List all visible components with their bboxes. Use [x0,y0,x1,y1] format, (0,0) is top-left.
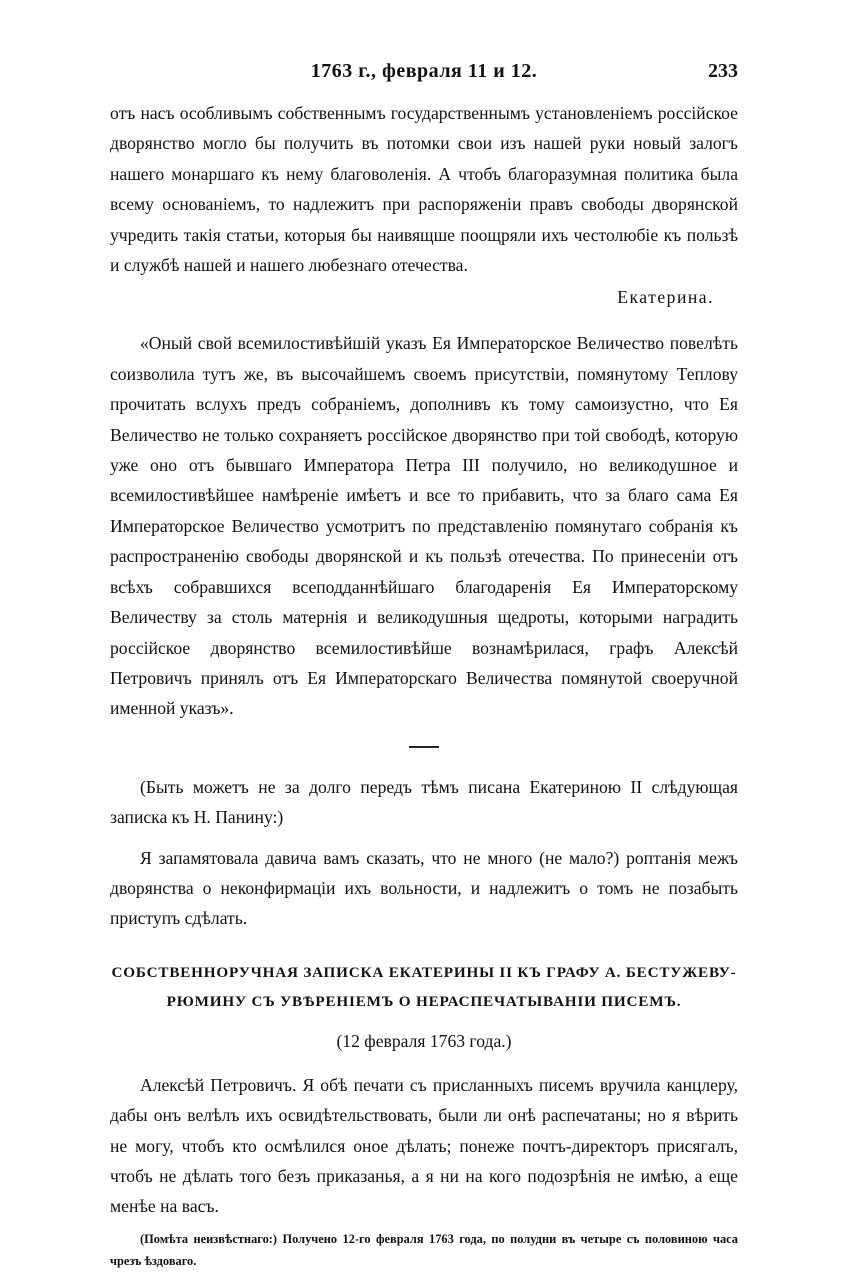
paragraph-panin-note: Я запамятовала давича вамъ сказать, что не много (не мало?) роптанія межъ дворянства о неконфирмаціи ихъ вольности, и надлежитъ о томъ не позабыть приступъ сдѣлать. [110,847,738,929]
signature: Екатерина. [617,287,714,308]
paragraph-letter-body: Алексѣй Петровичъ. Я обѣ печати съ присланныхъ писемъ вручила канцлеру, дабы онъ велѣлъ ихъ освидѣтельствовать, были ли онѣ распечатаны; но я вѣрить не могу, чтобъ кто осмѣлился оное дѣлать; понеже почтъ-директоръ присягалъ, чтобъ не дѣлать того безъ приказанья, а я ни на кого подозрѣнія не имѣю, а еще менѣе на васъ. [110,1074,738,1217]
section-divider [409,746,439,748]
paragraph-decree-quote: «Оный свой всемилостивѣйшій указъ Ея Императорское Величество повелѣть соизволила тутъ же, въ высочайшемъ своемъ присутствіи, помянутому Теплову прочитать вслухъ предъ собраніемъ, дополнивъ къ тому самоизустно, что Ея Величество не только сохраняетъ россійское дворянство при той свободѣ, которую уже оно отъ бывшаго Императора Петра III получило, но великодушное и всемилостивѣйшее намѣреніе имѣетъ и все то прибавить, что за благо сама Ея Императорское Величество усмотритъ по представленію помянутаго собранія къ распространенію свободы дворянской и къ пользѣ отечества. По принесеніи отъ всѣхъ собравшихся всеподданнѣйшаго благодаренія Ея Императорскому Величеству за столь матернія и великодушныя щедроты, которыми наградить россійское дворянство всемилостивѣйше вознамѣрилася, графъ Алексѣй Петровичъ принялъ отъ Ея Императорскаго Величества помянутой своеручной именной указъ». [110,333,738,719]
page-number: 233 [708,60,738,82]
running-title: 1763 г., февраля 11 и 12. [310,60,538,82]
section-title: СОБСТВЕННОРУЧНАЯ ЗАПИСКА ЕКАТЕРИНЫ II КЪ ГРАФУ А. БЕСТУЖЕВУ-РЮМИНУ СЪ УВѢРЕНІЕМЪ О НЕРАСПЕЧАТЫВАНІИ ПИСЕМЪ. [111,963,737,1010]
section-date: (12 февраля 1763 года.) [336,1030,512,1051]
paragraph-editor-note: (Быть можетъ не за долго передъ тѣмъ писана Екатериною II слѣдующая записка къ Н. Панину:) [110,776,738,828]
paragraph-continuation: отъ насъ особливымъ собственнымъ государственнымъ установленіемъ россійское дворянство могло бы получить въ потомки свои изъ нашей руки новый залогъ нашего монаршаго къ нему благоволенія. А чтобъ благоразумная политика была всему основаніемъ, то надлежитъ при распоряженіи правъ свободы дворянской учредить такія статьи, которыя бы наивящше поощряли ихъ честолюбіе къ пользѣ и службѣ нашей и нашего любезнаго отечества. [110,103,738,276]
footnote-remark: (Помѣта неизвѣстнаго:) Получено 12-го февраля 1763 года, по полудни въ четыре съ половиною часа чрезъ ѣздоваго. [110,1231,738,1268]
page-header [110,58,738,98]
document-page [110,58,738,1272]
